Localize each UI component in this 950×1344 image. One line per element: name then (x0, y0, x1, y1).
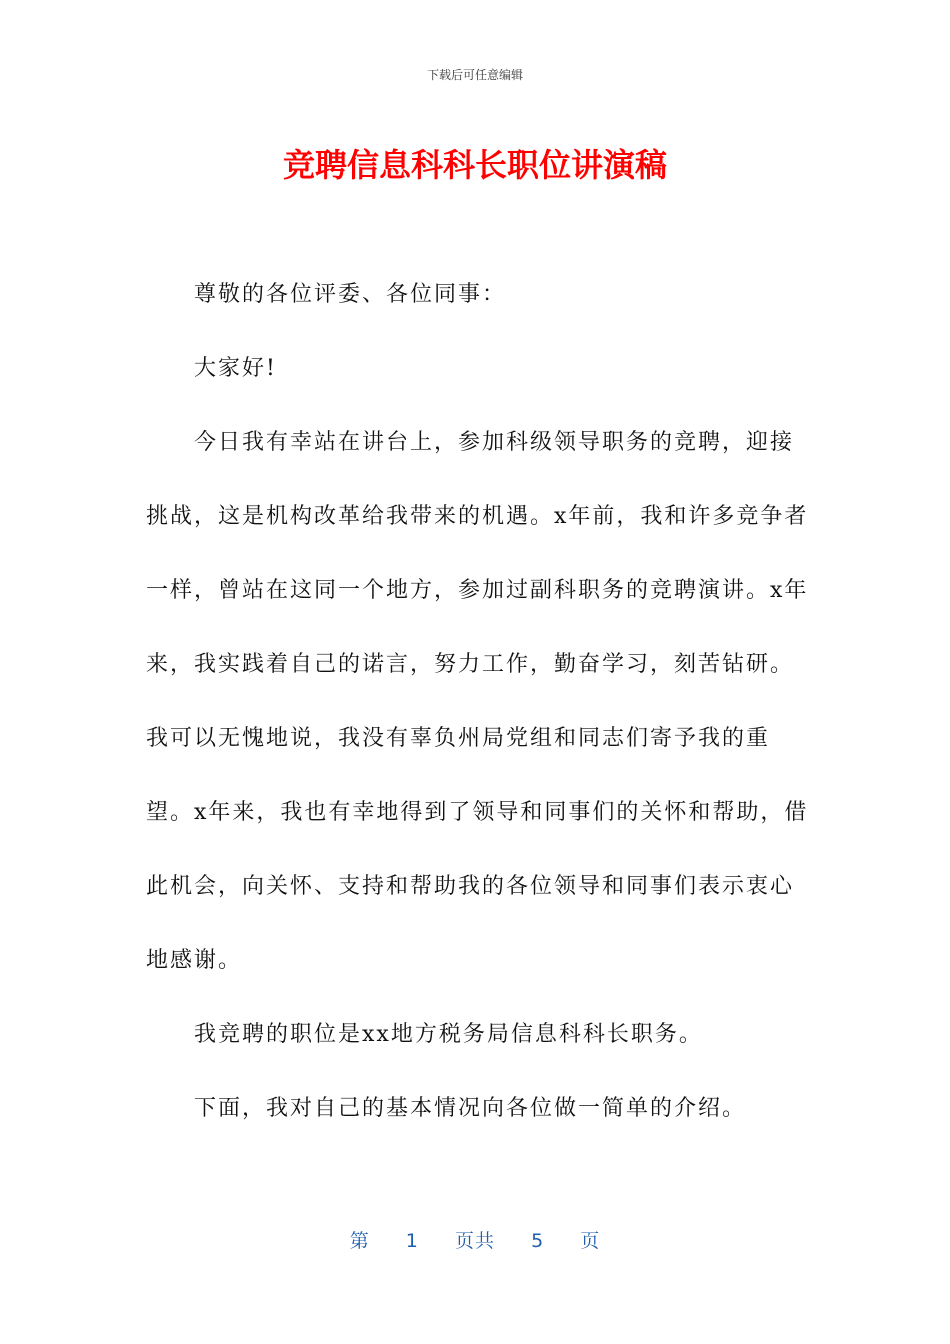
document-title: 竞聘信息科科长职位讲演稿 (282, 146, 667, 184)
salutation-paragraph: 尊敬的各位评委、各位同事： (194, 282, 507, 307)
footer-middle: 页共 (454, 1230, 495, 1252)
document-body (146, 258, 816, 1146)
footer-prefix: 第 (349, 1230, 370, 1252)
intro-paragraph: 今日我有幸站在讲台上，参加科级领导职务的竞聘，迎接挑战，这是机构改革给我带来的机遇。x年前，我和许多竞争者一样，曾站在这同一个地方，参加过副科职务的竞聘演讲。x年来，我实践着自己的诺言，努力工作，勤奋学习，刻苦钻研。我可以无愧地说，我没有辜负州局党组和同志们寄予我的重望。x年来，我也有幸地得到了领导和同事们的关怀和帮助，借此机会，向关怀、支持和帮助我的各位领导和同事们表示衷心地感谢。 (146, 430, 809, 973)
footer-suffix: 页 (580, 1230, 601, 1252)
greeting-paragraph: 大家好! (194, 356, 277, 381)
footer-total-pages: 5 (531, 1230, 545, 1252)
footer-current-page: 1 (405, 1230, 419, 1252)
self-intro-paragraph: 下面，我对自己的基本情况向各位做一简单的介绍。 (194, 1096, 747, 1121)
header-note: 下载后可任意编辑 (426, 68, 523, 82)
position-paragraph: 我竞聘的职位是xx地方税务局信息科科长职务。 (194, 1022, 703, 1047)
page-footer (0, 1226, 950, 1253)
